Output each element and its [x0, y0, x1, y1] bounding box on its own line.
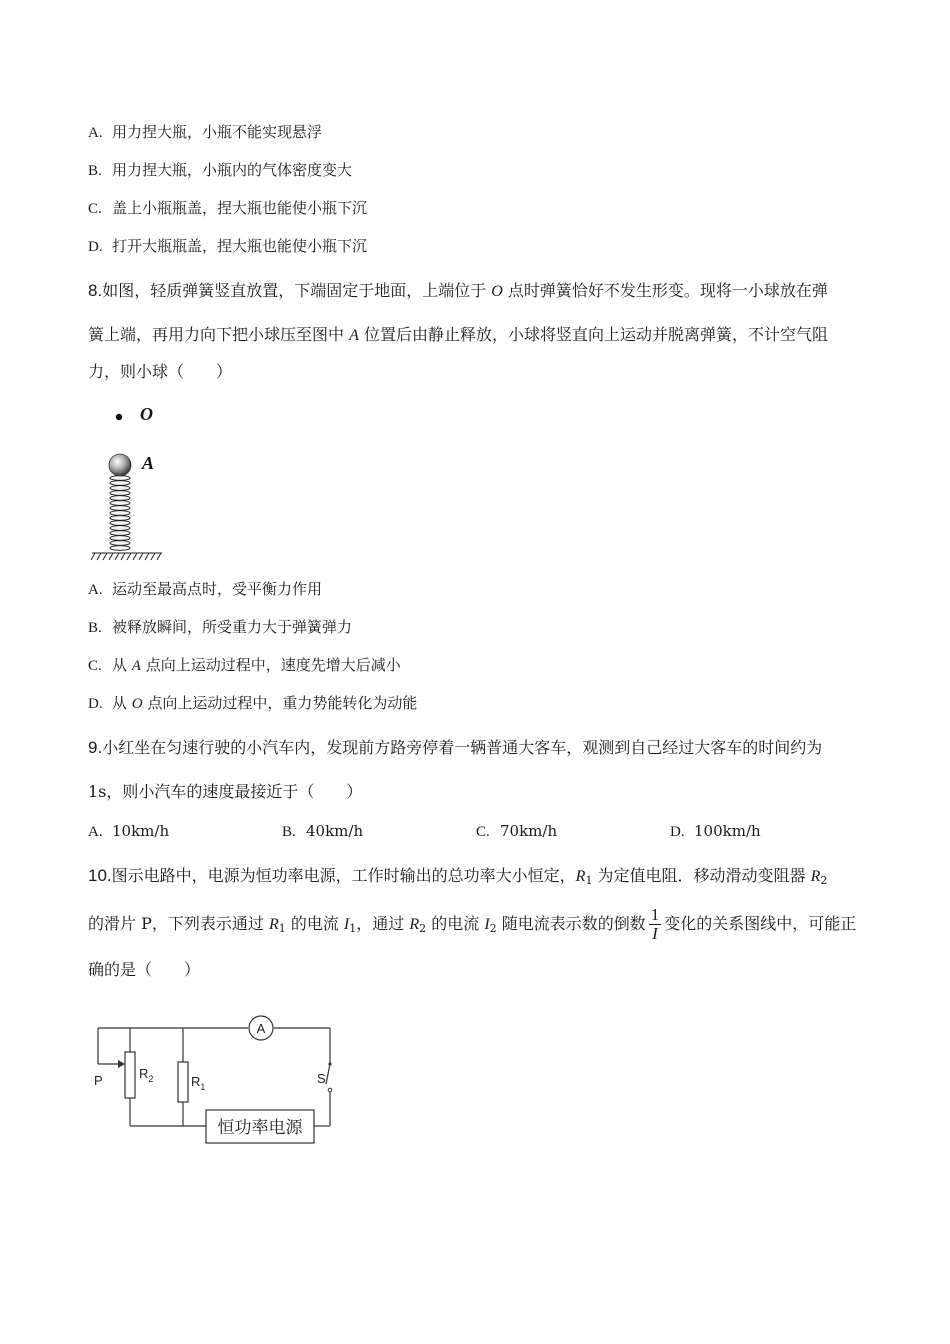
q7-option-c: C. 盖上小瓶瓶盖，捏大瓶也能使小瓶下沉: [88, 199, 368, 217]
q8-option-c: C. 从 A 点向上运动过程中，速度先增大后减小: [88, 656, 401, 674]
q7-option-a: A. 用力捏大瓶，小瓶不能实现悬浮: [88, 123, 323, 141]
q8-option-a: A. 运动至最高点时，受平衡力作用: [88, 580, 323, 598]
slider-p-label: P: [94, 1073, 103, 1088]
q10-stem-line2: 的滑片 P，下列表示通过 $R_1$ 的电流 $I_1$，通过 $R_2$ 的电流 $I_2$ 随电流表示数的倒数 $\frac{1}{I}$ 变化的关系图线中，可能正: [88, 905, 857, 943]
slider-arrow: [118, 1060, 125, 1068]
reciprocal-fraction: $\frac{1}{I}$: [650, 905, 660, 943]
q9-stem-line2: 1s，则小汽车的速度最接近于（ ）: [88, 782, 363, 801]
q8-stem-line2: 簧上端，再用力向下把小球压至图中 A 位置后由静止释放，小球将竖直向上运动并脱离弹簧，不计空气阻: [88, 325, 828, 344]
q9-option-b: B. 40km/h: [282, 822, 364, 840]
point-o-label: O: [140, 404, 153, 424]
switch-blade: [326, 1064, 330, 1084]
q8-option-b: B. 被释放瞬间，所受重力大于弹簧弹力: [88, 618, 353, 636]
circuit-diagram: [88, 1012, 348, 1147]
q8-stem-line1: 8.如图，轻质弹簧竖直放置，下端固定于地面，上端位于 O 点时弹簧恰好不发生形变。现将一小球放在弹: [88, 281, 828, 300]
r2-resistor: [125, 1052, 135, 1098]
q9-option-c: C. 70km/h: [476, 822, 558, 840]
q8-option-d: D. 从 O 点向上运动过程中，重力势能转化为动能: [88, 694, 418, 712]
ball: [109, 454, 131, 476]
r1-label: $R_1$: [191, 1074, 206, 1092]
spring-coils: [110, 476, 130, 551]
q7-option-b: B. 用力捏大瓶，小瓶内的气体密度变大: [88, 161, 353, 179]
point-a-label: A: [142, 453, 155, 473]
switch-s-label: S: [317, 1071, 326, 1086]
point-o-dot: [116, 414, 122, 420]
q10-stem-line1: 10.图示电路中，电源为恒功率电源，工作时输出的总功率大小恒定，$R_1$ 为定值电阻．移动滑动变阻器 $R_2$: [88, 866, 828, 887]
q9-option-d: D. 100km/h: [670, 822, 761, 840]
power-source-label: 恒功率电源: [217, 1118, 303, 1138]
q7-option-d: D. 打开大瓶瓶盖，捏大瓶也能使小瓶下沉: [88, 237, 368, 255]
r2-label: $R_2$: [139, 1066, 154, 1084]
spring-figure: [86, 398, 176, 568]
q8-stem-line3: 力，则小球（ ）: [88, 362, 233, 381]
r1-resistor: [178, 1062, 188, 1102]
q10-stem-line3: 确的是（ ）: [88, 960, 201, 979]
q9-option-a: A. 10km/h: [88, 822, 170, 840]
ammeter-label: A: [256, 1021, 266, 1036]
q9-stem-line1: 9.小红坐在匀速行驶的小汽车内，发现前方路旁停着一辆普通大客车，观测到自己经过大客车的时间约为: [88, 738, 823, 757]
ground: [91, 553, 162, 560]
